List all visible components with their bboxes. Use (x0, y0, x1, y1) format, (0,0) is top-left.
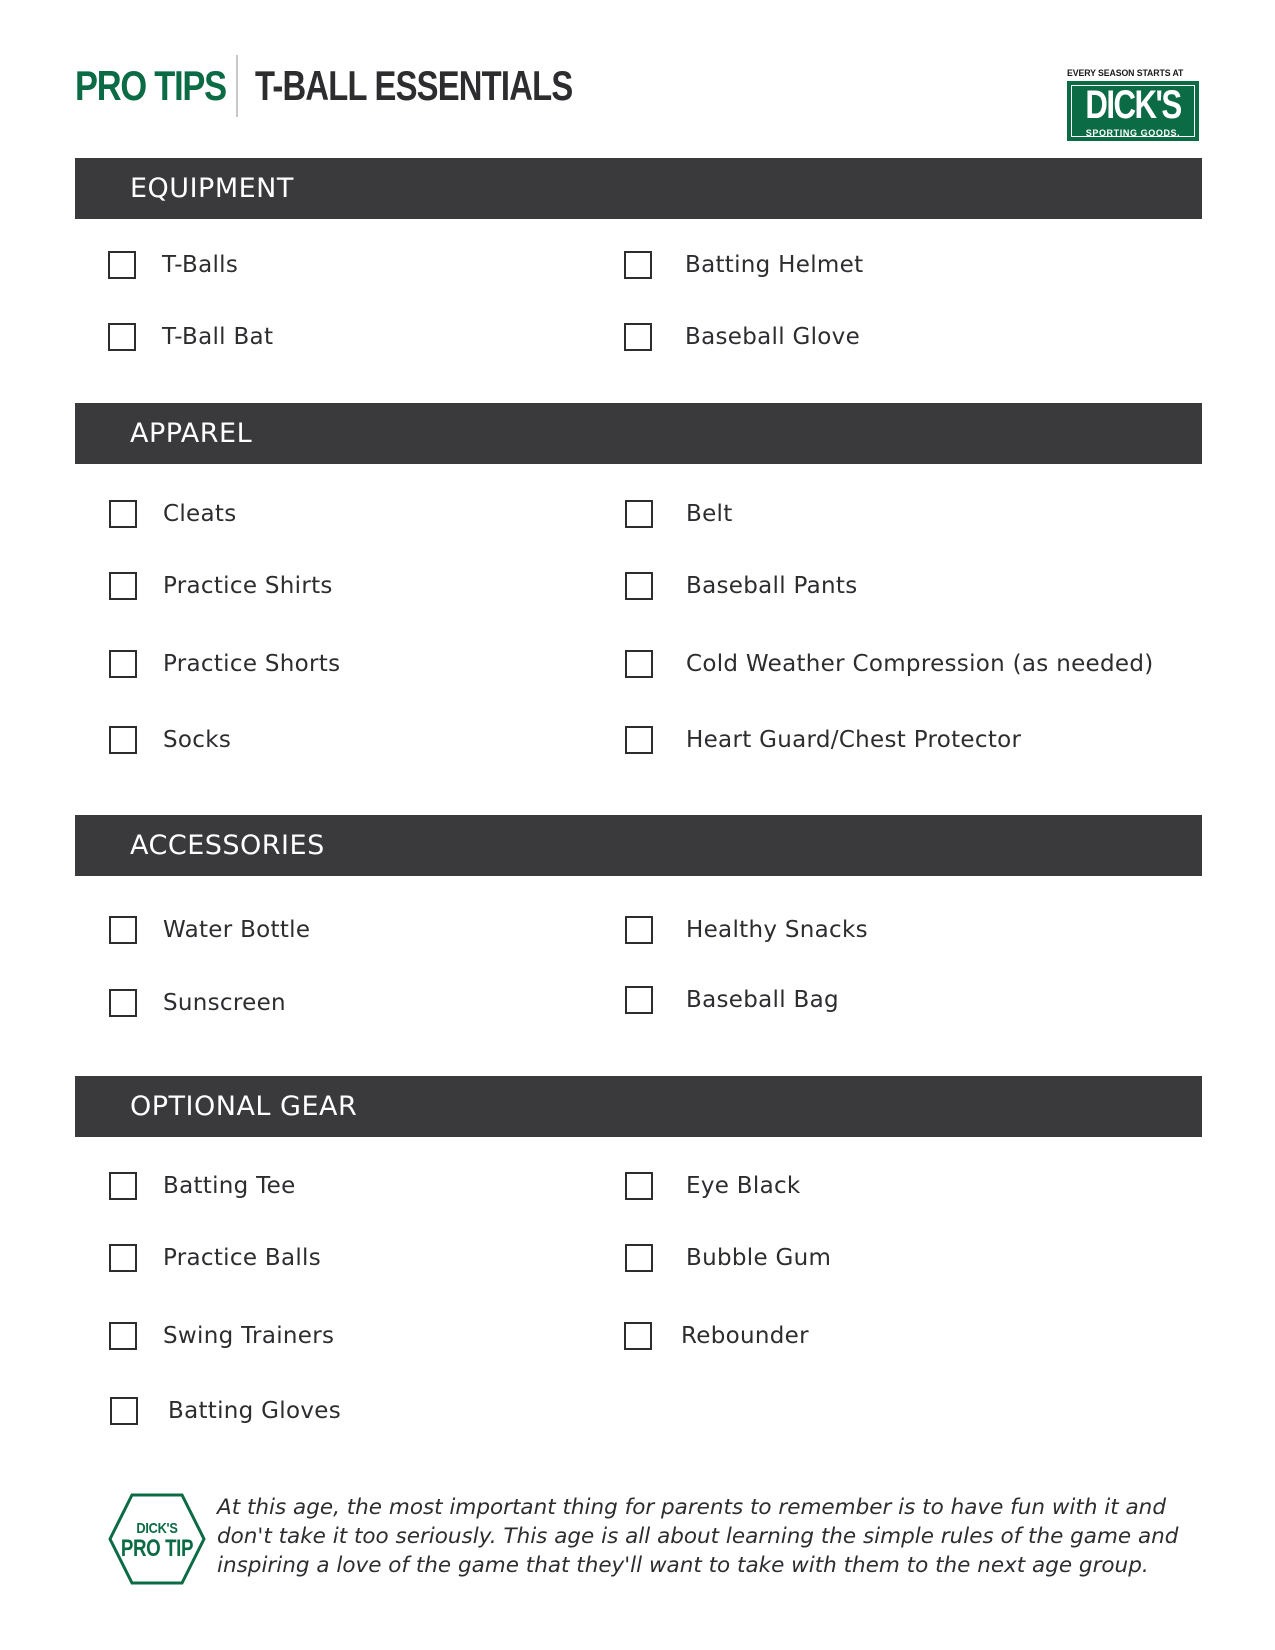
item-label: Healthy Snacks (686, 917, 868, 943)
checklist-item-socks[interactable] (109, 723, 231, 757)
checkbox[interactable] (625, 650, 653, 678)
checkbox[interactable] (109, 1172, 137, 1200)
checkbox[interactable] (625, 726, 653, 754)
item-label: Bubble Gum (686, 1245, 832, 1271)
section-header-optional-gear (75, 1076, 1202, 1137)
checklist-item-t-ball-bat[interactable] (108, 320, 273, 354)
checklist-item-heart-guard[interactable] (625, 723, 1021, 757)
checkbox[interactable] (624, 251, 652, 279)
section-header-equipment (75, 158, 1202, 219)
item-label: Practice Shorts (163, 651, 341, 677)
item-label: T-Balls (162, 252, 239, 278)
checklist-item-baseball-glove[interactable] (624, 320, 860, 354)
checklist-item-batting-helmet[interactable] (624, 248, 863, 282)
item-label: Cold Weather Compression (as needed) (686, 651, 1154, 677)
checklist-item-t-balls[interactable] (108, 248, 238, 282)
checkbox[interactable] (109, 572, 137, 600)
item-label: Socks (163, 727, 232, 753)
checkbox[interactable] (108, 323, 136, 351)
checklist-item-practice-balls[interactable] (109, 1241, 321, 1275)
checklist-item-sunscreen[interactable] (109, 986, 286, 1020)
section-title: ACCESSORIES (130, 830, 325, 861)
checkbox[interactable] (109, 650, 137, 678)
checklist-item-eye-black[interactable] (625, 1169, 801, 1203)
checklist-item-practice-shorts[interactable] (109, 647, 340, 681)
logo-box (1067, 81, 1199, 141)
item-label: Water Bottle (163, 917, 311, 943)
badge-line2: PRO TIP (120, 1535, 194, 1562)
checkbox[interactable] (109, 989, 137, 1017)
checklist-item-belt[interactable] (625, 497, 733, 531)
item-label: Belt (686, 501, 733, 527)
checkbox[interactable] (109, 726, 137, 754)
checklist-item-healthy-snacks[interactable] (625, 913, 868, 947)
pro-tip-badge (108, 1493, 206, 1585)
checkbox[interactable] (625, 1244, 653, 1272)
item-label: Batting Gloves (168, 1398, 342, 1424)
item-label: T-Ball Bat (162, 324, 274, 350)
checkbox[interactable] (625, 916, 653, 944)
logo-wordmark: DICK'S (1085, 83, 1181, 127)
checkbox[interactable] (625, 500, 653, 528)
item-label: Sunscreen (163, 990, 286, 1016)
logo-tagline: EVERY SEASON STARTS AT (1067, 68, 1184, 79)
page-header (75, 55, 662, 117)
checklist-item-practice-shirts[interactable] (109, 569, 333, 603)
checklist-item-bubble-gum[interactable] (625, 1241, 831, 1275)
checklist-item-batting-tee[interactable] (109, 1169, 296, 1203)
section-title: OPTIONAL GEAR (130, 1091, 358, 1122)
checkbox[interactable] (625, 986, 653, 1014)
item-label: Swing Trainers (163, 1323, 335, 1349)
pro-tips-label: PRO TIPS (75, 62, 226, 109)
item-label: Batting Tee (163, 1173, 296, 1199)
checkbox[interactable] (109, 1244, 137, 1272)
checklist-item-batting-gloves[interactable] (110, 1394, 341, 1428)
header-divider (236, 55, 238, 117)
item-label: Baseball Glove (685, 324, 861, 350)
checkbox[interactable] (109, 500, 137, 528)
checkbox[interactable] (108, 251, 136, 279)
checklist-item-swing-trainers[interactable] (109, 1319, 334, 1353)
checkbox[interactable] (109, 1322, 137, 1350)
item-label: Practice Balls (163, 1245, 322, 1271)
section-title: EQUIPMENT (130, 173, 294, 204)
checklist-item-cold-weather-compression[interactable] (625, 647, 1154, 681)
item-label: Cleats (163, 501, 237, 527)
item-label: Practice Shirts (163, 573, 333, 599)
checkbox[interactable] (110, 1397, 138, 1425)
checklist-item-cleats[interactable] (109, 497, 237, 531)
checkbox[interactable] (624, 323, 652, 351)
dicks-logo (1067, 68, 1203, 141)
item-label: Eye Black (686, 1173, 801, 1199)
checkbox[interactable] (625, 1172, 653, 1200)
section-header-accessories (75, 815, 1202, 876)
item-label: Heart Guard/Chest Protector (686, 727, 1022, 753)
page-title: T-BALL ESSENTIALS (255, 62, 573, 109)
checklist-item-rebounder[interactable] (624, 1319, 809, 1353)
badge-line1: DICK'S (136, 1520, 178, 1537)
checklist-item-water-bottle[interactable] (109, 913, 310, 947)
logo-subtext: SPORTING GOODS. (1085, 128, 1181, 138)
item-label: Batting Helmet (685, 252, 864, 278)
section-header-apparel (75, 403, 1202, 464)
item-label: Baseball Pants (686, 573, 858, 599)
checklist-item-baseball-pants[interactable] (625, 569, 858, 603)
checkbox[interactable] (625, 572, 653, 600)
checkbox[interactable] (109, 916, 137, 944)
checklist-item-baseball-bag[interactable] (625, 983, 839, 1017)
pro-tip-text: At this age, the most important thing for parents to remember is to have fun with it and don't take it too seriously. This age is all about learning the simple rules of the game and inspiring a love of the game that they'll want to take with them to the next age group. (217, 1495, 1179, 1578)
item-label: Baseball Bag (686, 987, 839, 1013)
checkbox[interactable] (624, 1322, 652, 1350)
section-title: APPAREL (130, 418, 253, 449)
item-label: Rebounder (681, 1323, 809, 1349)
